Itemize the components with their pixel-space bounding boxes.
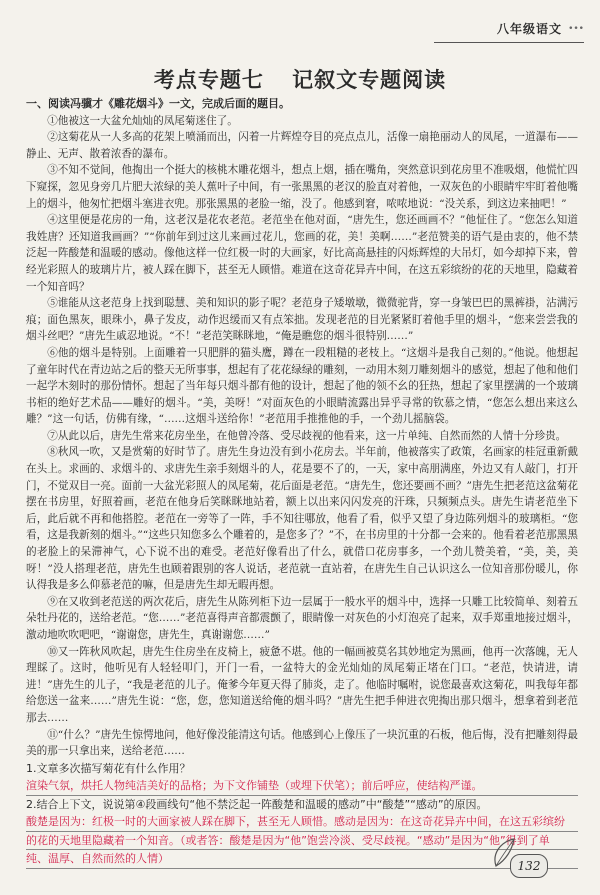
section-heading: 一、阅读冯骥才《雕花烟斗》一文，完成后面的题目。 [26, 97, 290, 110]
title-subject: 记叙文专题阅读 [292, 67, 447, 92]
page-number: 132 [510, 854, 548, 878]
paragraph-2: ②这菊花从一人多高的花架上喷涌而出，闪着一片辉煌夺目的亮点点儿，活像一扇艳丽动人的凤尾，一道瀑布——静止、无声、散着浓香的瀑布。 [26, 131, 578, 160]
subject-tag: 八年级语文 [496, 22, 562, 36]
paragraph-5: ⑤谁能从这老范身上找到聪慧、美和知识的影子呢？老范身子矮墩墩，微微驼背，穿一身皱巴巴的黑裤褂，沾满污痕；面色黑灰，眼珠小，鼻子发皮，动作迟缓而又有点笨拙。发现老范的目光紧紧盯着他手里的烟斗，“您来尝尝我的烟斗丝吧？”唐先生戚忍地说。“不！”老范笑眯眯地，“俺是瞧您的烟斗很特别……” [26, 297, 578, 343]
paragraph-8: ⑧秋风一吹，又是赏菊的好时节了。唐先生身边没有到小花房去。半年前，他被落实了政策，名画家的桂冠重新戴在头上。求画的、求烟斗的、求唐先生亲手刻烟斗的人，花是要不了的，一天，家中高朋满座，外边又有人敲门，打开门，不觉双目一亮。面前一大盆光彩照人的凤尾菊，花后面是老范。“唐先生，您还要画不画？”唐先生把老范这盆菊花摆在书房里，好照着画，老范在他身后笑眯眯地站着，额上以出来闪闪发亮的汗珠，只频频点头。唐先生请老范坐下后，此后就不再和他搭腔。老范在一旁等了一阵，手不知往哪放，他看了看，似乎又望了身边陈列烟斗的玻璃柜。“您看，这是我新刻的烟斗。”“这些只知您多么个雕着的，是您多了？”不，在书房里的十分都一会来的。他看着老范那黑黑的老脸上的呆滞神气，心下说不出的难受。老范好像看出了什么，就借口花房事多，一个劲儿赞美着，“美，美，美呀！”没人搭理老范，唐先生也顾着跟别的客人说话，老范就一直站着，在唐先生自己认识这么一位知音那份暖儿，你认得我是多么仰慕老范的嘛，但是唐先生却无暇再想。 [26, 446, 578, 592]
paragraph-7: ⑦从此以后，唐先生常来花房坐坐，在他曾冷落、受尽歧视的他看来，这一片单纯、自然而然的人情十分珍贵。 [47, 429, 567, 442]
answer-2-line-3: 纯、温厚、自然而然的人情） [26, 850, 578, 869]
answer-2-line-1: 酸楚是因为：红极一时的大画家被人踩在脚下，甚至无人顾惜。感动是因为：在这奇花异卉中间，在这五彩缤纷 [26, 813, 578, 832]
header-dots: ••• [568, 24, 584, 34]
paragraph-6: ⑥他的烟斗是特别。上面雕着一只肥胖的猫头鹰，蹲在一段粗糙的老枝上。“这烟斗是我自己刻的。”他说。他想起了童年时代在青边站之后的整天无所事事，想起有了花花绿绿的雕刻，一动用木刻刀雕刻烟斗的感觉，想起了他和他们一起学木刻时的那份情怀。想起了当年每只烟斗都有他的设计，想起了他的领不幺的狂热，想起了家里摆满的一个玻璃书柜的绝好艺术品——雕好的烟斗。“美，美呀！”对面灰色的小眼睛流露出异乎寻常的钦慕之情，“您怎么想出来这么雕？”这一句话，仿佛有缘，“……这烟斗送给你！”老范用手推推他的手，一个劲儿摇脑袋。 [26, 346, 578, 426]
answer-1-line-1: 渲染气氛，烘托人物纯洁美好的品格；为下文作铺垫（或埋下伏笔）；前后呼应，使结构严谨。 [26, 777, 578, 796]
page-title [0, 64, 600, 94]
running-header [434, 18, 584, 43]
paragraph-1: ①他被这一大盆允灿灿的凤尾菊迷住了。 [47, 114, 238, 127]
paragraph-3: ③不知不觉间，他掏出一个挺大的核桃木雕花烟斗，想点上烟，插在嘴角，突然意识到花房里不准吸烟，他慌忙四下窥探，忽见身旁几片肥大浓绿的美人蕉叶子中间，有一张黑黑的老汉的脸直对着他，一双灰色的小眼睛牢牢盯着他嘴上的烟斗，他匆忙把烟斗塞进衣兜。那张黑黑的老脸一缩，没了。他感到窘，哝哝地说：“没关系，到这边来抽吧！” [26, 164, 578, 210]
paragraph-9: ⑨在又收到老范送的两次花后，唐先生从陈列柜下边一层属于一般水平的烟斗中，选择一只雕工比较简单、刻着五朵牡丹花的，送给老范。“您……”老范喜得声音都震颤了，眼睛像一对灰色的小灯泡亮了起来，双手郑重地接过烟斗，激动地吹吹吧吧，“谢谢您，唐先生，真谢谢您……” [26, 595, 578, 641]
question-1: 1.文章多次描写菊花有什么作用？ [26, 761, 191, 775]
paragraph-11: ⑪“什么？”唐先生惊愕地问，他好像没能清这句话。他感到心上像压了一块沉重的石板，他后悔，没有把雕刻得最美的那一只拿出来，送给老范…… [26, 728, 578, 758]
answer-2-line-2: 的花的天地里隐藏着一个知音。（或者答：酸楚是因为“他”饱尝冷淡、受尽歧视。“感动”是因为“他”得到了单 [26, 832, 578, 851]
paragraph-10: ⑩又一阵秋风吹起，唐先生住房坐在皮椅上，疲惫不堪。他的一幅画被莫名其妙地定为黑画，他再一次落魄，无人理睬了。这时，他听见有人轻轻叩门，开门一看，一盆特大的金光灿灿的凤尾菊正堵在门口。“老范，快请进，请进！”唐先生的儿子，“我是老范的儿子。俺爹今年夏天得了肺炎，走了。他临时嘱咐，说您最喜欢这菊花，叫我每年都给您送一盆来……”唐先生说：“您，您，您知道送给俺的烟斗吗？”唐先生把手伸进衣兜掏出那只烟斗，想拿着到老范那去…… [26, 645, 578, 724]
paragraph-4: ④这里便是花房的一角，这老汉是花农老范。老范坐在他对面，“唐先生，您还画画不？”他怔住了。“您怎么知道我姓唐？还知道我画画？”“你前年到过这儿来画过花儿，您画的花，美！美啊……”老范赞美的语气是由衷的，他不禁泛起一阵酸楚和温暖的感动。像他这样一位红极一时的大画家，好比高高悬挂的闪烁辉煌的大吊灯，如今却掉下来，曾经光彩照人的玻璃片片，被人踩在脚下，甚至无人顾惜。难道在这奇花异卉中间，在这五彩缤纷的花的天地里，隐藏着一个知音吗？ [26, 214, 578, 293]
title-topic: 考点专题七 [153, 67, 264, 92]
answer-1 [26, 777, 578, 796]
reading-passage [26, 96, 578, 869]
question-2: 2.结合上下文，说说第④段画线句“他不禁泛起一阵酸楚和温暖的感动”中“酸楚”“感动”的原因。 [26, 797, 488, 811]
